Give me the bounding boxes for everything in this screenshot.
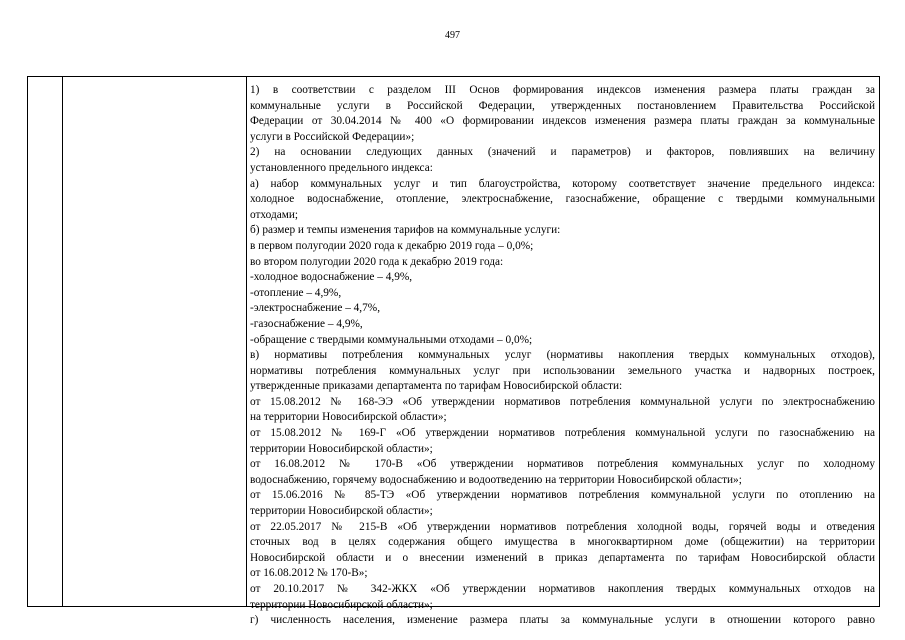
text-line: нормативы потребления коммунальных услуг при использовании земельного участка и надворных построек, xyxy=(250,364,875,377)
text-line: во втором полугодии 2020 года к декабрю 2019 года: xyxy=(250,255,504,268)
text-line: от 22.05.2017 № 215-В «Об утверждении нормативов потребления холодной воды, горячей воды и отведения xyxy=(250,520,875,533)
text-line: в первом полугодии 2020 года к декабрю 2019 года – 0,0%; xyxy=(250,239,534,252)
text-line: от 20.10.2017 № 342-ЖКХ «Об утверждении нормативов накопления твердых коммунальных отходов на xyxy=(250,583,875,595)
text-line: от 16.08.2012 № 170-В»; xyxy=(250,567,368,580)
text-line: Новосибирской области и о внесении изменений в приказ департамента по тарифам Новосибирской области xyxy=(250,551,875,564)
text-line: утвержденные приказами департамента по тарифам Новосибирской области: xyxy=(250,380,623,393)
text-line: от 15.06.2016 № 85-ТЭ «Об утверждении нормативов потребления коммунальной услуги по отоплению на xyxy=(250,489,875,502)
column-divider-2 xyxy=(246,77,247,606)
text-line: услуги в Российской Федерации»; xyxy=(250,130,415,143)
text-line: территории Новосибирской области»; xyxy=(250,505,433,518)
text-line: б) размер и темпы изменения тарифов на коммунальные услуги: xyxy=(250,224,561,237)
document-table xyxy=(27,76,880,627)
text-line: холодное водоснабжение, отопление, электроснабжение, газоснабжение, обращение с твердыми коммунальными xyxy=(250,193,875,206)
text-line: 2) на основании следующих данных (значений и параметров) и факторов, повлиявших на величину xyxy=(250,146,875,159)
text-line: на территории Новосибирской области»; xyxy=(250,411,447,424)
text-line: -обращение с твердыми коммунальными отходами – 0,0%; xyxy=(250,333,533,346)
text-line: -электроснабжение – 4,7%, xyxy=(250,302,381,315)
text-line: территории Новосибирской области»; xyxy=(250,442,433,455)
text-line: г) численность населения, изменение размера платы за коммунальные услуги в отношении которого равно xyxy=(250,614,875,627)
text-line: -отопление – 4,9%, xyxy=(250,286,342,299)
text-line: территории Новосибирской области»; xyxy=(250,598,433,611)
text-line: сточных вод в целях содержания общего имущества в многоквартирном доме (общежитии) на территории xyxy=(250,536,875,549)
text-line: коммунальные услуги в Российской Федерации, утвержденных постановлением Правительства Российской xyxy=(250,99,875,112)
text-line: водоснабжению, горячему водоснабжению и водоотведению на территории Новосибирской области»; xyxy=(250,473,742,486)
table-cell-text xyxy=(250,83,875,627)
text-line: от 15.08.2012 № 168-ЭЭ «Об утверждении нормативов потребления коммунальной услуги по электроснабжению xyxy=(250,395,875,408)
text-line: в) нормативы потребления коммунальных услуг (нормативы накопления твердых коммунальных отходов), xyxy=(250,349,875,362)
text-line: Федерации от 30.04.2014 № 400 «О формировании индексов изменения размера платы граждан за коммунальные xyxy=(250,115,875,128)
text-line: от 16.08.2012 № 170-В «Об утверждении нормативов потребления коммунальных услуг по холодному xyxy=(250,458,875,471)
text-line: -газоснабжение – 4,9%, xyxy=(250,317,363,330)
text-line: а) набор коммунальных услуг и тип благоустройства, которому соответствует значение предельного индекса: xyxy=(250,177,875,190)
text-line: -холодное водоснабжение – 4,9%, xyxy=(250,271,413,284)
text-line: установленного предельного индекса: xyxy=(250,161,433,174)
text-line: от 15.08.2012 № 169-Г «Об утверждении нормативов потребления коммунальной услуги по газоснабжению на xyxy=(250,427,875,440)
text-line: 1) в соответствии с разделом III Основ формирования индексов изменения размера платы граждан за xyxy=(250,84,875,96)
column-divider-1 xyxy=(62,77,63,606)
text-line: отходами; xyxy=(250,208,299,221)
page-number: 497 xyxy=(445,30,460,41)
